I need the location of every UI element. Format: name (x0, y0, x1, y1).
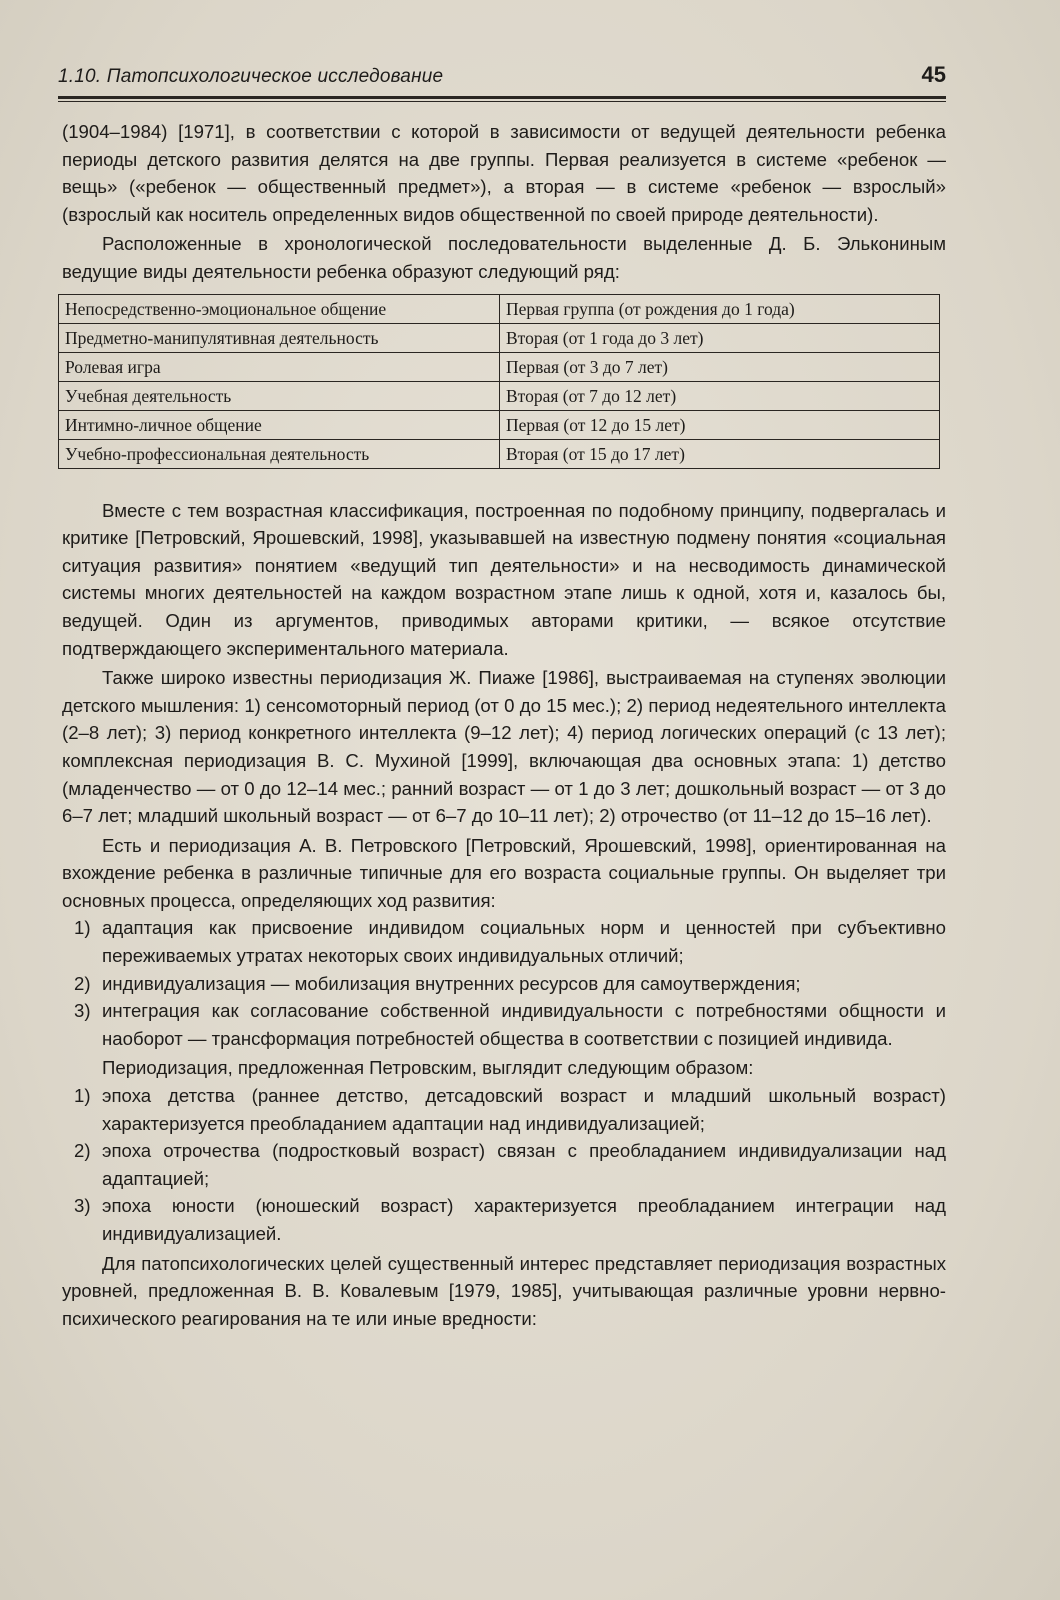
paragraph-petrovsky-periods: Периодизация, предложенная Петровским, выглядит следующим образом: (102, 1057, 754, 1079)
table-row (59, 352, 940, 381)
list-item-text: эпоха детства (раннее детство, детсадовский возраст и младший школьный возраст) характеризуется преобладанием адаптации над индивидуализацией; (102, 1085, 946, 1134)
header-rule-thick (58, 96, 946, 99)
paragraph-intro: (1904–1984) [1971], в соответствии с которой в зависимости от ведущей деятельности ребенка периоды детского развития делятся на две группы. Первая реализуется в системе «ребенок — вещь» («ребенок — общественный предмет»), а вторая — в системе «ребенок — взрослый» (взрослый как носитель определенных видов общественной по своей природе деятельности). (62, 121, 946, 225)
main-text (62, 118, 946, 1332)
page-number: 45 (921, 62, 946, 87)
list-item-number: 1) (74, 1085, 91, 1107)
table-row (59, 410, 940, 439)
table-cell-activity: Предметно-манипулятивная деятельность (59, 323, 500, 352)
table-cell-activity: Непосредственно-эмоциональное общение (59, 294, 500, 323)
list-item (62, 970, 946, 998)
list-item (62, 1192, 946, 1247)
table-cell-period: Вторая (от 15 до 17 лет) (500, 439, 940, 468)
table-cell-period: Первая (от 3 до 7 лет) (500, 352, 940, 381)
list-item (62, 1137, 946, 1192)
table-row (59, 323, 940, 352)
table-cell-activity: Учебная деятельность (59, 381, 500, 410)
list-item-number: 2) (74, 1140, 91, 1162)
epochs-list (62, 1082, 946, 1248)
paragraph-petrovsky: Есть и периодизация А. В. Петровского [Петровский, Ярошевский, 1998], ориентированная на вхождение ребенка в различные типичные для его возраста социальные группы. Он выделяет три основных процесса, определяющих ход развития: (62, 834, 946, 911)
list-item (62, 914, 946, 969)
elkonin-table (58, 294, 940, 469)
list-item-text: интеграция как согласование собственной индивидуальности с потребностями общности и наоборот — трансформация потребностей общества в соответствии с позицией индивида. (102, 1000, 946, 1049)
list-item-text: адаптация как присвоение индивидом социальных норм и ценностей при субъективно переживаемых утратах некоторых своих индивидуальных отличий; (102, 917, 946, 967)
table-cell-period: Вторая (от 1 года до 3 лет) (500, 323, 940, 352)
list-item-number: 3) (74, 1000, 91, 1022)
list-item-number: 2) (74, 972, 91, 994)
running-head: 1.10. Патопсихологическое исследование (58, 66, 444, 87)
table-cell-activity: Интимно-личное общение (59, 410, 500, 439)
table-cell-activity: Учебно-профессиональная деятельность (59, 439, 500, 468)
list-item (62, 1082, 946, 1137)
paragraph-kovalev: Для патопсихологических целей существенный интерес представляет периодизация возрастных уровней, предложенная В. В. Ковалевым [1979, 1985], учитывающая различные уровни нервно-психического реагирования на те или иные вредности: (62, 1252, 946, 1329)
table-cell-period: Вторая (от 7 до 12 лет) (500, 381, 940, 410)
list-item-text: эпоха отрочества (подростковый возраст) связан с преобладанием индивидуализации над адаптацией; (102, 1140, 946, 1189)
table-row (59, 294, 940, 323)
list-item-number: 1) (74, 917, 91, 939)
table-cell-period: Первая группа (от рождения до 1 года) (500, 294, 940, 323)
list-item (62, 997, 946, 1052)
table-cell-activity: Ролевая игра (59, 352, 500, 381)
processes-list (62, 914, 946, 1052)
list-item-text: индивидуализация — мобилизация внутренних ресурсов для самоутверждения; (102, 972, 801, 994)
paragraph-critique: Вместе с тем возрастная классификация, построенная по подобному принципу, подвергалась и критике [Петровский, Ярошевский, 1998], указывавшей на известную подмену понятия «социальная ситуация развития» понятием «ведущий тип деятельности» и на несводимость динамической системы многих деятельностей на каждом возрастном этапе лишь к одной, хотя и, казалось бы, ведущей. Один из аргументов, приводимых авторами критики, — всякое отсутствие подтверждающего экспериментального материала. (62, 499, 946, 659)
table-row (59, 439, 940, 468)
page-header (58, 60, 946, 96)
header-rule-thin (58, 101, 946, 102)
table-row (59, 381, 940, 410)
list-item-text: эпоха юности (юношеский возраст) характеризуется преобладанием интеграции над индивидуализацией. (102, 1195, 946, 1244)
paragraph-piaget: Также широко известны периодизация Ж. Пиаже [1986], выстраиваемая на ступенях эволюции детского мышления: 1) сенсомоторный период (от 0 до 15 мес.); 2) период недеятельного интеллекта (2–8 лет); 3) период конкретного интеллекта (9–12 лет); 4) период логических операций (с 13 лет); комплексная периодизация В. С. Мухиной [1999], включающая два основных этапа: 1) детство (младенчество — от 0 до 12–14 мес.; ранний возраст — от 1 до 3 лет; дошкольный возраст — от 3 до 6–7 лет; младший школьный возраст — от 6–7 до 10–11 лет); 2) отрочество (от 11–12 до 15–16 лет). (62, 667, 946, 827)
list-item-number: 3) (74, 1195, 91, 1217)
paragraph-elkonin: Расположенные в хронологической последовательности выделенные Д. Б. Элькониным ведущие виды деятельности ребенка образуют следующий ряд: (62, 233, 946, 282)
table-cell-period: Первая (от 12 до 15 лет) (500, 410, 940, 439)
